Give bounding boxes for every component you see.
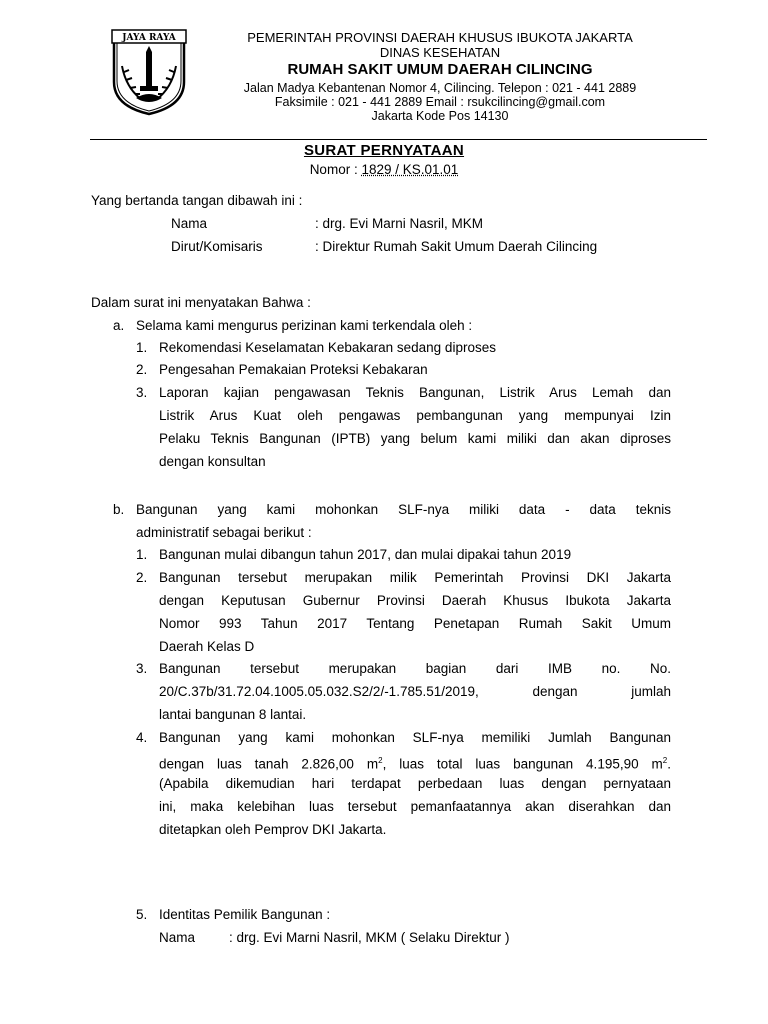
section-b-line-1: Bangunan yang kami mohonkan SLF-nya miliki data - data teknis xyxy=(136,502,671,517)
signer-name-label: Nama xyxy=(171,216,208,231)
header-divider xyxy=(90,139,707,140)
b-item-4-line-2: dengan luas tanah 2.826,00 $m^2$, luas total luas bangunan 4.195,90 $m^2$. xyxy=(159,756,671,772)
a-item-3-line-2: Listrik Arus Kuat oleh pengawas pembangunan yang mempunyai Izin xyxy=(159,408,671,423)
section-b-line-2: administratif sebagai berikut : xyxy=(136,525,312,540)
b-item-2-line-2: dengan Keputusan Gubernur Provinsi Daerah Khusus Ibukota Jakarta xyxy=(159,593,671,608)
a-item-3-number: 3. xyxy=(136,385,148,400)
header-government: PEMERINTAH PROVINSI DAERAH KHUSUS IBUKOTA JAKARTA xyxy=(247,30,633,45)
a-item-1-number: 1. xyxy=(136,340,148,355)
b-item-2-line-3: Nomor 993 Tahun 2017 Tentang Penetapan Rumah Sakit Umum xyxy=(159,616,671,631)
a-item-3-line-3: Pelaku Teknis Bangunan (IPTB) yang belum kami miliki dan akan diproses xyxy=(159,431,671,446)
header-contact: Faksimile : 021 - 441 2889 Email : rsukcilincing@gmail.com xyxy=(274,95,606,109)
b-item-1-number: 1. xyxy=(136,547,148,562)
signer-position-label: Dirut/Komisaris xyxy=(171,239,263,254)
signer-position-value: : Direktur Rumah Sakit Umum Daerah Cilincing xyxy=(315,239,598,254)
b-item-3-line-3: lantai bangunan 8 lantai. xyxy=(159,707,307,722)
b-item-4-line-3: (Apabila dikemudian hari terdapat perbedaan luas dengan pernyataan xyxy=(159,776,671,791)
header-department: DINAS KESEHATAN xyxy=(379,45,501,60)
b-item-3-line-1: Bangunan tersebut merupakan bagian dari IMB no. No. xyxy=(159,661,671,676)
a-item-3-line-1: Laporan kajian pengawasan Teknis Bangunan, Listrik Arus Lemah dan xyxy=(159,385,671,400)
logo-lettering: JAYA RAYA xyxy=(122,33,176,43)
b-item-5-number: 5. xyxy=(136,907,148,922)
b-item-4-line-5: ditetapkan oleh Pemprov DKI Jakarta. xyxy=(159,822,387,837)
b-item-2-line-4: Daerah Kelas D xyxy=(159,639,255,654)
b-item-3-number: 3. xyxy=(136,661,148,676)
b-item-4-line-4: ini, maka kelebihan luas tersebut pemanfaatannya akan diserahkan dan xyxy=(159,799,671,814)
a-item-1-text: Rekomendasi Keselamatan Kebakaran sedang diproses xyxy=(159,340,496,355)
document-number: Nomor : 1829 / KS.01.01 xyxy=(309,162,459,177)
statement-text: Dalam surat ini menyatakan Bahwa : xyxy=(91,295,311,310)
signer-name-value: : drg. Evi Marni Nasril, MKM xyxy=(315,216,484,231)
b-item-1-text: Bangunan mulai dibangun tahun 2017, dan mulai dipakai tahun 2019 xyxy=(159,547,572,562)
document-title: SURAT PERNYATAAN xyxy=(303,142,465,159)
section-a-marker: a. xyxy=(113,318,125,333)
b-item-2-number: 2. xyxy=(136,570,148,585)
b-item-4-line-1: Bangunan yang kami mohonkan SLF-nya memiliki Jumlah Bangunan xyxy=(159,730,671,745)
a-item-2-number: 2. xyxy=(136,362,148,377)
a-item-3-line-4: dengan konsultan xyxy=(159,454,266,469)
owner-name-label: Nama xyxy=(159,930,196,945)
section-a-text: Selama kami mengurus perizinan kami terkendala oleh : xyxy=(136,318,473,333)
section-b-marker: b. xyxy=(113,502,125,517)
b-item-2-line-1: Bangunan tersebut merupakan milik Pemerintah Provinsi DKI Jakarta xyxy=(159,570,671,585)
b-item-4-number: 4. xyxy=(136,730,148,745)
a-item-2-text: Pengesahan Pemakaian Proteksi Kebakaran xyxy=(159,362,428,377)
header-postal: Jakarta Kode Pos 14130 xyxy=(371,109,509,123)
intro-text: Yang bertanda tangan dibawah ini : xyxy=(91,193,303,208)
owner-name-value: : drg. Evi Marni Nasril, MKM ( Selaku Direktur ) xyxy=(229,930,510,945)
b-item-5-text: Identitas Pemilik Bangunan : xyxy=(159,907,331,922)
header-hospital-name: RUMAH SAKIT UMUM DAERAH CILINCING xyxy=(287,61,593,78)
b-item-3-line-2: 20/C.37b/31.72.04.1005.05.032.S2/2/-1.785.51/2019, dengan jumlah xyxy=(159,684,671,699)
header-address: Jalan Madya Kebantenan Nomor 4, Cilincing. Telepon : 021 - 441 2889 xyxy=(243,81,637,95)
